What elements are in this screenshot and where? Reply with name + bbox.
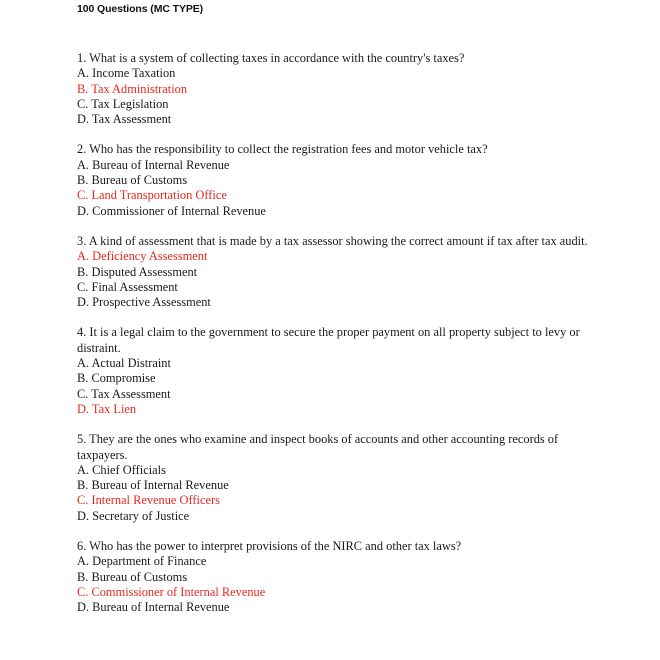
question-text: 6. Who has the power to interpret provisions of the NIRC and other tax laws? bbox=[77, 539, 462, 554]
option-c: C. Tax Assessment bbox=[77, 386, 171, 401]
question-text: 3. A kind of assessment that is made by a tax assessor showing the correct amount if tax after tax audit. bbox=[77, 233, 588, 248]
question-list bbox=[77, 51, 597, 631]
option-b: B. Compromise bbox=[77, 371, 156, 386]
document-title: 100 Questions (MC TYPE) bbox=[77, 3, 204, 15]
option-c-correct-answer: C. Land Transportation Office bbox=[77, 188, 227, 203]
question-text: 2. Who has the responsibility to collect the registration fees and motor vehicle tax? bbox=[77, 142, 488, 157]
question-text: 1. What is a system of collecting taxes in accordance with the country's taxes? bbox=[77, 51, 465, 65]
option-c-correct-answer: C. Internal Revenue Officers bbox=[77, 493, 220, 508]
option-d-correct-answer: D. Tax Lien bbox=[77, 401, 137, 416]
option-a: A. Income Taxation bbox=[77, 66, 176, 81]
option-a-correct-answer: A. Deficiency Assessment bbox=[77, 249, 208, 264]
question-4 bbox=[77, 325, 597, 417]
option-a: A. Bureau of Internal Revenue bbox=[77, 157, 230, 172]
question-1 bbox=[77, 51, 597, 127]
question-text: 4. It is a legal claim to the government to secure the proper payment on all property subject to levy or distraint. bbox=[77, 325, 580, 355]
option-b: B. Disputed Assessment bbox=[77, 264, 198, 279]
option-b: B. Bureau of Internal Revenue bbox=[77, 478, 229, 493]
question-3 bbox=[77, 234, 597, 310]
option-d: D. Commissioner of Internal Revenue bbox=[77, 203, 266, 218]
option-d: D. Prospective Assessment bbox=[77, 295, 211, 310]
option-b: B. Bureau of Customs bbox=[77, 569, 188, 584]
option-d: D. Tax Assessment bbox=[77, 112, 172, 127]
option-d: D. Bureau of Internal Revenue bbox=[77, 600, 230, 615]
option-b-correct-answer: B. Tax Administration bbox=[77, 81, 188, 96]
option-c: C. Final Assessment bbox=[77, 279, 178, 294]
option-b: B. Bureau of Customs bbox=[77, 173, 188, 188]
question-6 bbox=[77, 539, 597, 615]
option-a: A. Department of Finance bbox=[77, 554, 207, 569]
option-c-correct-answer: C. Commissioner of Internal Revenue bbox=[77, 584, 266, 599]
option-d: D. Secretary of Justice bbox=[77, 508, 190, 523]
option-a: A. Actual Distraint bbox=[77, 356, 171, 371]
question-2 bbox=[77, 142, 597, 218]
question-text: 5. They are the ones who examine and inspect books of accounts and other accounting records of taxpayers. bbox=[77, 432, 559, 462]
option-c: C. Tax Legislation bbox=[77, 96, 169, 111]
option-a: A. Chief Officials bbox=[77, 462, 166, 477]
question-5 bbox=[77, 432, 597, 524]
